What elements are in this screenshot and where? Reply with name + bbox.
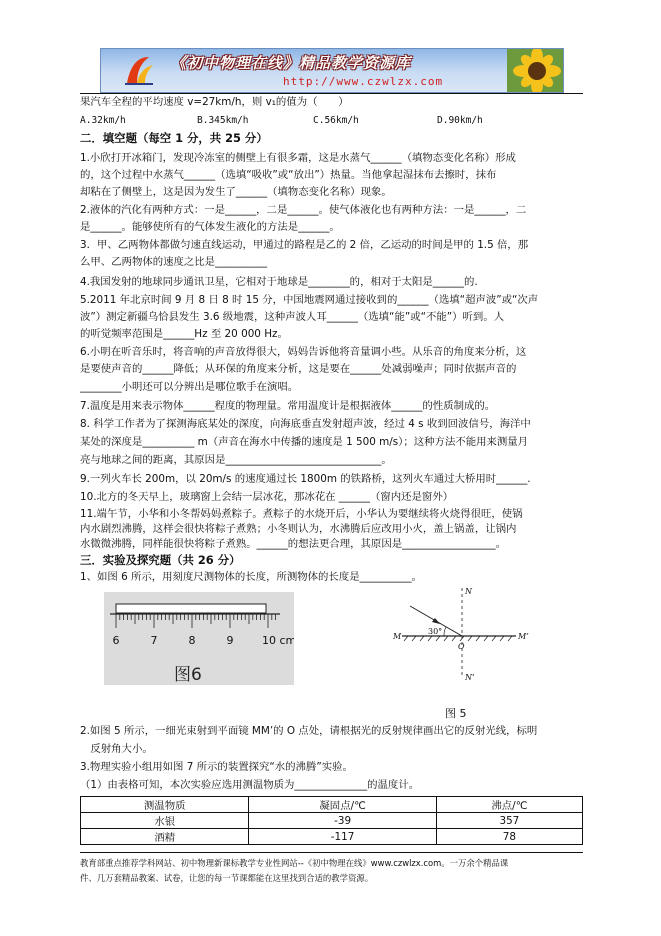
s2-line: 6.小明在听音乐时，将音响的声音放得很大，妈妈告诉他将音量调小些。从乐音的角度来分析，这 <box>80 346 527 358</box>
sunflower-icon <box>507 49 563 92</box>
s3-q1: 1、如图 6 所示，用刻度尺测物体的长度，所测物体的长度是__________。 <box>80 571 422 583</box>
s2-line: 7.温度是用来表示物体______程度的物理量。常用温度计是根据液体______的性质制成的。 <box>80 400 496 412</box>
label-m: M <box>393 632 402 641</box>
table-cell: 78 <box>436 829 582 845</box>
mirror-hatch <box>404 636 512 641</box>
s2-line: 11.端午节，小华和小冬帮妈妈煮粽子。煮粽子的水烧开后，小华认为要继续将火烧得很旺，使锅 <box>80 508 523 520</box>
table-cell: -39 <box>249 813 436 829</box>
question-tail: 果汽车全程的平均速度 v=27km/h，则 v₁的值为（ ） <box>80 96 349 108</box>
s2-line: 是______。能够使所有的气体发生液化的方法是______。 <box>80 221 340 233</box>
banner-url[interactable]: http://www.czwlzx.com <box>283 75 444 88</box>
s2-line: 8. 科学工作者为了探测海底某处的深度，向海底垂直发射超声波，经过 4 s 收到回波信号，海洋中 <box>80 418 531 430</box>
choice-b: B.345km/h <box>197 115 249 126</box>
s2-line: 却粘在了侧壁上，这是因为发生了______（填物态变化名称）现象。 <box>80 186 392 198</box>
choice-d: D.90km/h <box>437 115 483 126</box>
s2-line: 是要使声音的______降低；从环保的角度来分析，这是要在______处减弱噪声；同时依据声音的 <box>80 363 517 375</box>
s2-line: 5.2011 年北京时间 9 月 8 日 8 时 15 分，中国地震网通过接收到的______（选填“超声波”或“次声 <box>80 294 539 306</box>
s2-line: 9.一列火车长 200m，以 20m/s 的速度通过长 1800m 的铁路桥，这列火车通过大桥用时______. <box>80 473 531 485</box>
table-row <box>81 813 583 829</box>
s2-line: 2.液体的汽化有两种方式：一是______，二是______。使气体液化也有两种方法：一是______，二 <box>80 204 527 216</box>
ruler-graphic <box>104 592 294 685</box>
table-header: 凝固点/℃ <box>249 797 436 813</box>
figure-6-ruler <box>104 592 294 685</box>
s2-line: 波”）测定新疆乌恰县发生 3.6 级地震，这种声波人耳______（选填“能”或“不能”）听到。人 <box>80 311 505 323</box>
s2-line: 水微微沸腾，同样能很快将粽子煮熟。______的想法更合理，其原因是__________________。 <box>80 538 507 550</box>
table-cell: -117 <box>249 829 436 845</box>
s3-q2: 反射角大小。 <box>80 743 153 755</box>
angle-arc <box>444 627 446 636</box>
tick-label: 8 <box>188 634 196 647</box>
s2-line: 内水剧烈沸腾，这样会很快将粽子煮熟；小冬则认为，水沸腾后应改用小火，盖上锅盖，让锅内 <box>80 523 517 535</box>
s3-q3: （1）由表格可知，本次实验应选用测温物质为______________的温度计。 <box>80 779 420 791</box>
footer <box>80 856 585 886</box>
header-rule <box>80 93 583 94</box>
section3-heading: 三．实验及探究题（共 26 分） <box>80 553 241 567</box>
s2-line: 10.北方的冬天早上，玻璃窗上会结一层冰花，那冰花在 ______（窗内还是窗外） <box>80 491 454 503</box>
header-banner <box>100 48 564 93</box>
tick-label: 9 <box>226 634 234 647</box>
s3-q3: 3.物理实验小组用如图 7 所示的装置探究“水的沸腾”实验。 <box>80 761 353 773</box>
table-header: 测温物质 <box>81 797 249 813</box>
table-header-row <box>81 797 583 813</box>
section2-heading: 二．填空题（每空 1 分，共 25 分） <box>80 131 268 145</box>
choice-a: A.32km/h <box>80 115 126 126</box>
label-n: N <box>465 587 472 596</box>
s2-line: ________小明还可以分辨出是哪位歌手在演唱。 <box>80 381 299 393</box>
table-cell: 357 <box>436 813 582 829</box>
figure-6-label: 图6 <box>174 665 202 685</box>
mirror-diagram <box>388 586 538 682</box>
s2-line: 么甲、乙两物体的速度之比是__________ <box>80 256 268 268</box>
table-header: 沸点/℃ <box>436 797 582 813</box>
temperature-table <box>80 796 583 845</box>
measured-object <box>116 604 266 613</box>
s2-line: 某处的深度是__________ m（声音在海水中传播的速度是 1 500 m/s）；这种方法不能用来测量月 <box>80 436 529 448</box>
tick-label: 6 <box>112 634 120 647</box>
tick-label: 7 <box>150 634 158 647</box>
tick-label: 10 cm <box>262 634 294 647</box>
label-o: O <box>458 642 465 651</box>
banner-title: 《初中物理在线》精品教学资源库 <box>171 54 412 72</box>
s2-line: 3．甲、乙两物体都做匀速直线运动，甲通过的路程是乙的 2 倍，乙运动的时间是甲的 1.5 倍，那 <box>80 239 529 251</box>
label-n-prime: N’ <box>465 673 475 682</box>
s2-line: 亮与地球之间的距离，其原因是______________________________。 <box>80 454 392 466</box>
figure-5-mirror <box>388 586 538 682</box>
s2-line: 1.小欣打开冰箱门，发现冷冻室的侧壁上有很多霜，这是水蒸气______（填物态变化名称）形成 <box>80 152 516 164</box>
s2-line: 4.我国发射的地球同步通讯卫星，它相对于地球是________的，相对于太阳是______的. <box>80 276 478 288</box>
footer-rule <box>80 852 583 853</box>
angle-label: 30° <box>428 627 443 636</box>
s2-line: 的，这个过程中水蒸气______（选填“吸收”或“放出”）热量。当他拿起湿抹布去擦时，抹布 <box>80 169 497 181</box>
s2-line: 的听觉频率范围是______Hz 至 20 000 Hz。 <box>80 328 288 340</box>
table-cell: 水银 <box>81 813 249 829</box>
choice-c: C.56km/h <box>313 115 359 126</box>
table-cell: 酒精 <box>81 829 249 845</box>
ruler-ticks <box>116 614 276 628</box>
label-m-prime: M’ <box>518 632 529 641</box>
footer-line: 教育部重点推荐学科网站、初中物理新课标教学专业性网站--《初中物理在线》www.czwlzx.com。一万余个精品课 <box>80 858 509 868</box>
figure-5-caption: 图 5 <box>445 707 467 720</box>
table-row <box>81 829 583 845</box>
footer-line: 件、几万套精品教案、试卷，让您的每一节课都能在这里找到合适的教学资源。 <box>80 873 374 883</box>
s3-q2: 2.如图 5 所示，一细光束射到平面镜 MM’的 O 点处，请根据光的反射规律画出它的反射光线，标明 <box>80 725 538 737</box>
site-logo-icon <box>121 53 157 89</box>
